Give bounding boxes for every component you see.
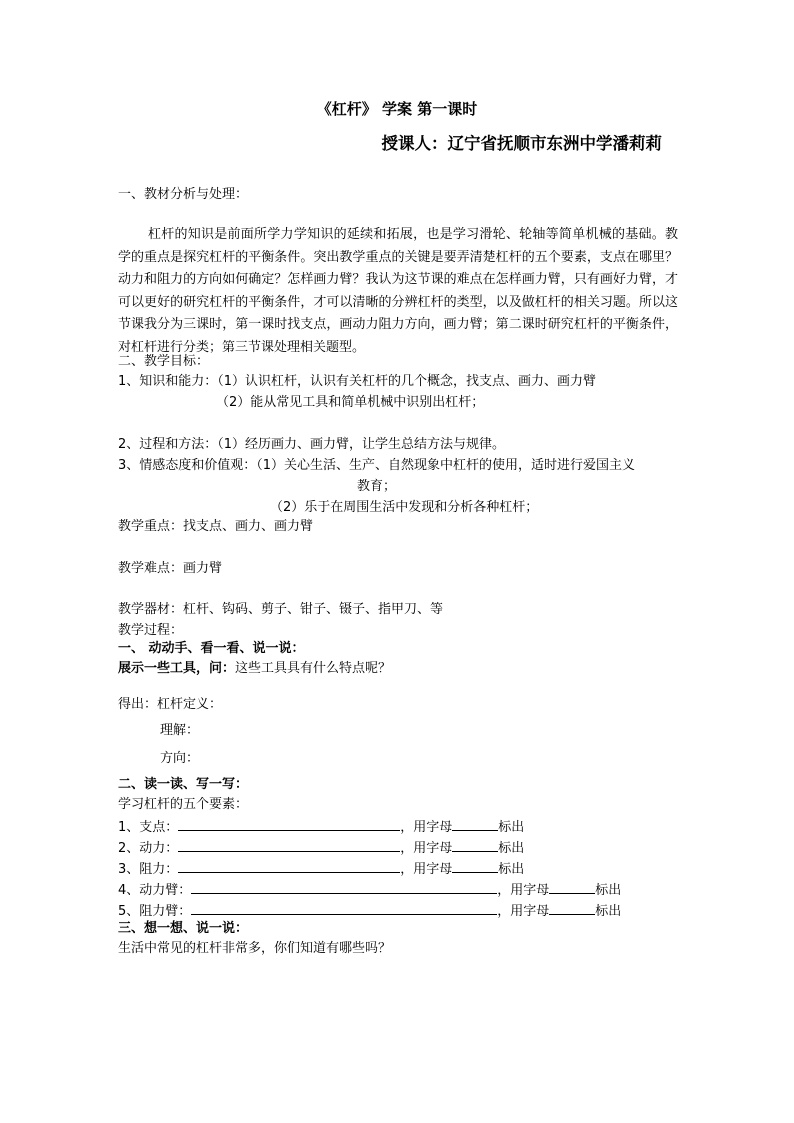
- conclusion-line: 得出：杠杆定义：: [118, 697, 223, 712]
- part2-heading: 二、读一读、写一写：: [118, 777, 249, 792]
- answer-blank[interactable]: [178, 859, 400, 873]
- element-mid: ，用字母: [497, 883, 550, 898]
- element-mid: ，用字母: [400, 841, 453, 856]
- part1-question: [118, 660, 391, 678]
- goal3-line3: （2）乐于在周围生活中发现和分析各种杠杆；: [270, 500, 539, 515]
- goal3-line2: 教育；: [357, 479, 397, 494]
- letter-blank[interactable]: [549, 880, 595, 894]
- answer-blank[interactable]: [191, 901, 497, 915]
- element-end: 标出: [498, 841, 525, 856]
- answer-blank[interactable]: [191, 880, 497, 894]
- goal1-line2: （2）能从常见工具和简单机械中识别出杠杆；: [216, 395, 485, 410]
- section2-heading: 二、教学目标：: [118, 354, 210, 369]
- letter-blank[interactable]: [452, 838, 498, 852]
- letter-blank[interactable]: [452, 817, 498, 831]
- understand-line: 理解：: [160, 723, 200, 738]
- element-label: 4、动力臂：: [118, 883, 192, 898]
- element-row: [118, 817, 524, 837]
- element-mid: ，用字母: [400, 820, 453, 835]
- element-row: [118, 880, 621, 900]
- part2-subheading: 学习杠杆的五个要素：: [118, 797, 249, 812]
- element-end: 标出: [498, 862, 525, 877]
- part1-question-rest: 这些工具具有什么特点呢？: [235, 661, 392, 676]
- difficulty: 教学难点：画力臂: [118, 561, 223, 576]
- element-mid: ，用字母: [497, 904, 550, 919]
- section1-heading: 一、教材分析与处理：: [118, 187, 249, 202]
- element-row: [118, 901, 621, 921]
- process-heading: 教学过程：: [118, 623, 184, 638]
- key-point: 教学重点：找支点、画力、画力臂: [118, 519, 314, 534]
- part1-question-bold: 展示一些工具，问：: [118, 661, 236, 676]
- materials: 教学器材：杠杆、钩码、剪子、钳子、镊子、指甲刀、等: [118, 602, 444, 617]
- part1-heading: 一、 动动手、看一看、说一说：: [118, 641, 305, 656]
- letter-blank[interactable]: [452, 859, 498, 873]
- goal3-line1: 3、情感态度和价值观：（1）关心生活、生产、自然现象中杠杆的使用，适时进行爱国主义: [118, 458, 636, 473]
- element-end: 标出: [595, 883, 622, 898]
- author-line: 授课人：辽宁省抚顺市东洲中学潘莉莉: [381, 134, 662, 153]
- goal1-line1: 1、知识和能力：（1）认识杠杆，认识有关杠杆的几个概念，找支点、画力、画力臂: [118, 374, 597, 389]
- part3-text: 生活中常见的杠杆非常多，你们知道有哪些吗？: [118, 941, 392, 956]
- element-label: 5、阻力臂：: [118, 904, 192, 919]
- document-title: 《杠杆》 学案 第一课时: [316, 100, 478, 118]
- goal2-line: 2、过程和方法：（1）经历画力、画力臂，让学生总结方法与规律。: [118, 437, 506, 452]
- element-label: 1、支点：: [118, 820, 179, 835]
- part3-heading: 三、想一想、说一说：: [118, 921, 249, 936]
- section1-paragraph: 杠杆的知识是前面所学力学知识的延续和拓展，也是学习滑轮、轮轴等简单机械的基础。教学的重点是探究杠杆的平衡条件。突出教学重点的关键是要弄清楚杠杆的五个要素，支点在哪里？动力和阻力的方向如何确定？怎样画力臂？我认为这节课的难点在怎样画力臂，只有画好力臂，才可以更好的研究杠杆的平衡条件，才可以清晰的分辨杠杆的类型，以及做杠杆的相关习题。所以这节课我分为三课时，第一课时找支点，画动力阻力方向，画力臂；第二课时研究杠杆的平衡条件，对杠杆进行分类；第三节课处理相关题型。: [118, 227, 678, 355]
- answer-blank[interactable]: [178, 838, 400, 852]
- element-row: [118, 838, 524, 858]
- element-label: 2、动力：: [118, 841, 179, 856]
- element-mid: ，用字母: [400, 862, 453, 877]
- element-label: 3、阻力：: [118, 862, 179, 877]
- element-end: 标出: [595, 904, 622, 919]
- direction-line: 方向：: [160, 751, 200, 766]
- element-end: 标出: [498, 820, 525, 835]
- letter-blank[interactable]: [549, 901, 595, 915]
- answer-blank[interactable]: [178, 817, 400, 831]
- element-row: [118, 859, 524, 879]
